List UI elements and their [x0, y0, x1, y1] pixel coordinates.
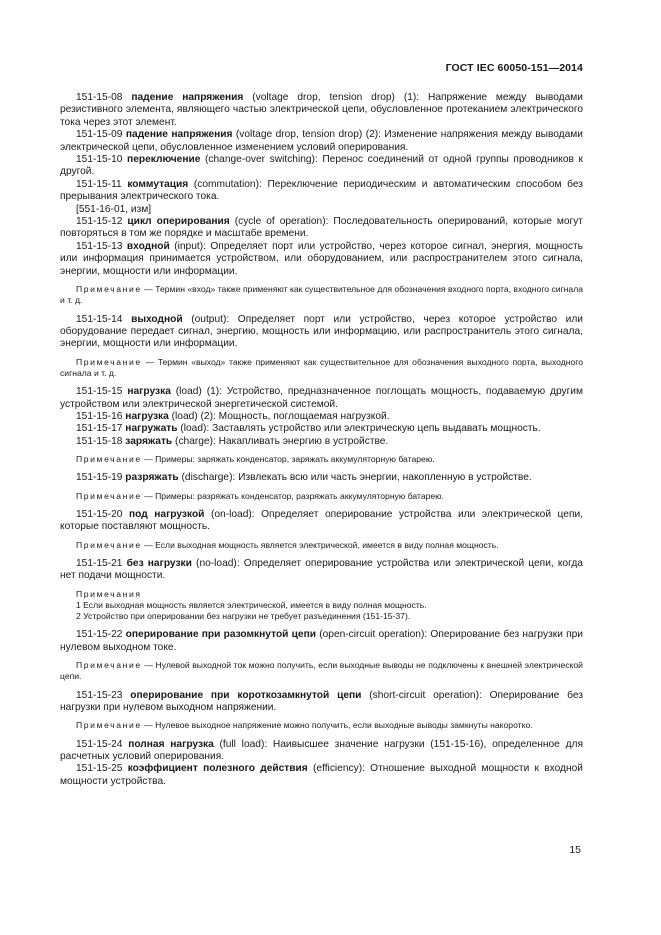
term-definition: (no-load): Определяет оперирование устройства или электрической цепи, когда нет подачи мощности.: [60, 557, 583, 582]
page-number: 15: [569, 844, 581, 856]
term-entry: [60, 241, 583, 278]
term-number: 151-15-23: [76, 689, 123, 701]
term-definition: (output): Определяет порт или устройство, через которое устройство или оборудование передает сигнал, энергию, мощность или информацию, или распространитель этого сигнала, энергии, мощности или информации.: [60, 313, 583, 350]
note-label: Примечание: [76, 356, 142, 367]
term-definition: (commutation): Переключение периодическим и автоматическим способом без прерывания электрического тока.: [60, 178, 583, 203]
term-number: 151-15-13: [76, 240, 123, 252]
note-label: Примечание: [76, 454, 142, 465]
term-number: 151-15-22: [76, 629, 123, 641]
term-name: коэффициент полезного действия: [127, 763, 308, 775]
term-definition: (load) (2): Мощность, поглощаемая нагрузкой.: [171, 410, 390, 422]
note-dash: —: [144, 490, 153, 501]
term-entry: [60, 423, 583, 435]
note-label: Примечание: [76, 539, 142, 550]
term-number: 151-15-14: [76, 313, 123, 325]
term-entry: [60, 129, 583, 154]
term-name: оперирование при разомкнутой цепи: [125, 629, 316, 641]
term-number: 151-15-10: [76, 154, 123, 166]
term-number: 151-15-17: [76, 423, 123, 435]
term-number: 151-15-08: [76, 92, 123, 103]
term-number: 151-15-20: [76, 508, 123, 520]
term-name: цикл оперирования: [127, 216, 230, 228]
note-text: Термин «выход» также применяют как существительное для обозначения выходного порта, выходного сигнала и т. д.: [60, 356, 584, 378]
term-name: входной: [126, 240, 170, 252]
note-text: Если выходная мощность является электрической, имеется в виду полная мощность.: [155, 539, 499, 550]
term-entry: [60, 386, 583, 411]
term-entry: [60, 179, 583, 204]
term-name: переключение: [127, 154, 201, 166]
term-entry: [60, 472, 583, 484]
term-definition: (cycle of operation): Последовательность оперирований, которые могут повторяться в том же порядке и масштабе времени.: [60, 216, 583, 240]
note: [60, 540, 583, 551]
note-label: Примечание: [76, 660, 142, 671]
term-definition: (charge): Накапливать энергию в устройстве.: [175, 435, 389, 447]
document-header: ГОСТ IEC 60050-151—2014: [445, 62, 583, 74]
term-name: выходной: [131, 313, 183, 325]
term-entry: [60, 314, 583, 351]
term-entry: [60, 216, 583, 241]
note-label: Примечание: [76, 284, 142, 295]
term-definition: (efficiency): Отношение выходной мощности к входной мощности устройства.: [60, 763, 583, 787]
term-entry: [60, 558, 583, 583]
note-text: Примеры: разряжать конденсатор, разряжать аккумуляторную батарею.: [155, 490, 445, 501]
term-definition: (on-load): Определяет оперирование устройства или электрической цепи, которые поставляют мощность.: [60, 508, 583, 533]
term-name: разряжать: [125, 472, 179, 484]
note-dash: —: [144, 660, 153, 671]
term-entry: [60, 690, 583, 715]
term-definition: (voltage drop, tension drop) (2): Изменение напряжения между выводами электрической цепи, обусловленное изменением условий оперирования.: [60, 129, 583, 153]
term-entry: [60, 92, 583, 129]
note-dash: —: [144, 454, 153, 465]
notes-label: Примечания: [76, 588, 142, 599]
source-reference: [551-16-01, изм]: [76, 203, 152, 215]
term-number: 151-15-25: [76, 763, 123, 775]
note-item: 1 Если выходная мощность является электрической, имеется в виду полная мощность.: [76, 600, 427, 610]
note-label: Примечание: [76, 720, 142, 731]
note-text: Термин «вход» также применяют как существительное для обозначения входного порта, входного сигнала и т. д.: [60, 284, 584, 306]
term-number: 151-15-15: [76, 386, 123, 398]
term-number: 151-15-19: [76, 472, 123, 484]
note: [60, 660, 583, 682]
term-name: коммутация: [127, 178, 189, 190]
term-definition: (change-over switching): Перенос соединений от одной группы проводников к другой.: [60, 154, 583, 178]
note: [60, 454, 583, 465]
term-number: 151-15-24: [76, 738, 123, 750]
term-name: под нагрузкой: [129, 508, 205, 520]
term-definition: (voltage drop, tension drop) (1): Напряжение между выводами резистивного элемента, являющего частью электрической цепи, обусловленное протеканием электрического тока через этот элемент.: [60, 92, 583, 128]
term-name: полная нагрузка: [128, 738, 214, 750]
term-number: 151-15-16: [76, 410, 123, 422]
term-number: 151-15-18: [76, 435, 123, 447]
term-name: нагрузка: [125, 410, 169, 422]
note: [60, 720, 583, 731]
term-definition: (load) (1): Устройство, предназначенное поглощать мощность, подаваемую другим устройством или электрической энергетической системой.: [60, 386, 583, 410]
note: [60, 491, 583, 502]
note-label: Примечание: [76, 490, 142, 501]
term-definition: (load): Заставлять устройство или электрическую цепь выдавать мощность.: [180, 423, 541, 435]
term-entry: [60, 763, 583, 788]
note-text: Примеры: заряжать конденсатор, заряжать аккумуляторную батарею.: [155, 454, 435, 465]
term-name: падение напряжения: [125, 129, 233, 141]
term-entry: [60, 739, 583, 764]
note-text: Нулевой выходной ток можно получить, если выходные выводы не подключены к внешней электрической цепи.: [60, 660, 583, 682]
term-definition: (discharge): Извлекать всю или часть энергии, накопленную в устройстве.: [181, 472, 532, 484]
term-number: 151-15-09: [76, 129, 123, 141]
term-definition: (input): Определяет порт или устройство, через которое сигнал, энергия, мощность или информация принимается устройством, или оборудованием, или распространителем этого сигнала, энергии, мощности или информации.: [60, 240, 583, 277]
note: [60, 357, 583, 379]
note-item: 2 Устройство при оперировании без нагрузки не требует разъединения (151-15-37).: [76, 611, 411, 622]
term-entry: [60, 629, 583, 654]
term-name: падение напряжения: [131, 92, 244, 103]
note-dash: —: [144, 284, 153, 295]
document-body: [60, 92, 583, 788]
notes-block: [76, 589, 583, 623]
term-name: без нагрузки: [126, 557, 192, 569]
term-definition: (full load): Наивысшее значение нагрузки (151-15-16), определенное для расчетных условий оперирования.: [60, 738, 583, 763]
note-dash: —: [145, 356, 155, 367]
term-definition: (short-circuit operation): Оперирование без нагрузки при нулевом выходном напряжении.: [60, 689, 583, 714]
term-name: нагрузка: [127, 386, 171, 398]
note: [60, 284, 583, 306]
term-name: оперирование при короткозамкнутой цепи: [130, 689, 362, 701]
term-definition: (open-circuit operation): Оперирование без нагрузки при нулевом выходном токе.: [60, 629, 583, 653]
term-name: нагружать: [125, 423, 178, 435]
term-name: заряжать: [125, 435, 173, 447]
term-entry: [60, 154, 583, 179]
term-number: 151-15-11: [76, 178, 122, 190]
note-text: Нулевое выходное напряжение можно получить, если выходные выводы замкнуты накоротко.: [155, 720, 533, 731]
term-entry: [60, 436, 583, 448]
term-entry: [60, 411, 583, 423]
term-number: 151-15-12: [76, 216, 123, 228]
note-dash: —: [144, 539, 153, 550]
term-number: 151-15-21: [76, 557, 123, 569]
note-dash: —: [144, 720, 153, 731]
term-entry: [60, 509, 583, 534]
